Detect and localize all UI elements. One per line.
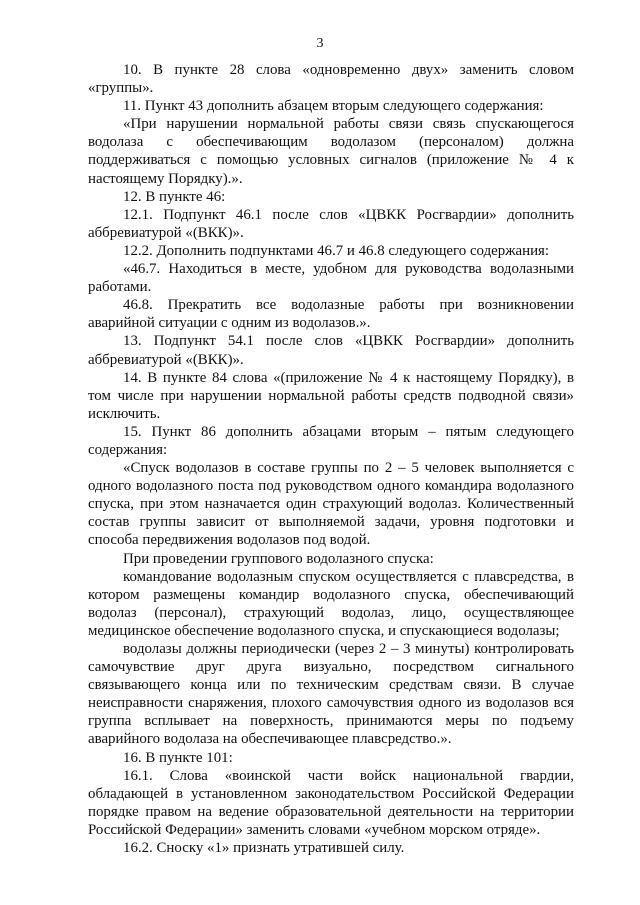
paragraph: 16. В пункте 101:	[123, 749, 233, 766]
paragraph: 10. В пункте 28 слова «одновременно двух» заменить словом «группы».	[88, 62, 574, 97]
paragraph: «Спуск водолазов в составе группы по 2 – 5 человек выполняется с одного водолазного поста под руководством одного командира водолазного спуска, при этом назначается один страхующий водолаз. Количественный состав группы зависит от выполняемой задачи, уровня подготовки и способа передвижения водолазов под водой.	[88, 460, 574, 549]
paragraph: 11. Пункт 43 дополнить абзацем вторым следующего содержания:	[123, 98, 544, 115]
paragraph: 16.1. Слова «воинской части войск национальной гвардии, обладающей в установленном законодательством Российской Федерации порядке правом на ведение образовательной деятельности на территории Российской Федерации» заменить словами «учебном морском отряде».	[88, 767, 574, 838]
paragraph: 12.1. Подпункт 46.1 после слов «ЦВКК Росгвардии» дополнить аббревиатурой «(ВКК)».	[88, 206, 574, 241]
document-body	[88, 61, 574, 857]
paragraph: 46.8. Прекратить все водолазные работы при возникновении аварийной ситуации с одним из водолазов.».	[88, 297, 574, 332]
page-number: 3	[316, 36, 324, 51]
paragraph: «46.7. Находиться в месте, удобном для руководства водолазными работами.	[88, 261, 574, 296]
paragraph: 13. Подпункт 54.1 после слов «ЦВКК Росгвардии» дополнить аббревиатурой «(ВКК)».	[88, 333, 574, 368]
paragraph: 12. В пункте 46:	[123, 188, 226, 205]
paragraph: 15. Пункт 86 дополнить абзацами вторым – пятым следующего содержания:	[88, 423, 574, 458]
paragraph: «При нарушении нормальной работы связи связь спускающегося водолаза с обеспечивающим водолазом (персоналом) должна поддерживаться с помощью условных сигналов (приложение № 4 к настоящему Порядку).».	[88, 116, 574, 187]
paragraph: При проведении группового водолазного спуска:	[123, 550, 434, 567]
paragraph: 14. В пункте 84 слова «(приложение № 4 к настоящему Порядку), в том числе при нарушении нормальной работы средств подводной связи» исключить.	[88, 369, 574, 422]
paragraph: водолазы должны периодически (через 2 – 3 минуты) контролировать самочувствие друг друга визуально, посредством сигнального связывающего конца или по техническим средствам связи. В случае неисправности снаряжения, плохого самочувствия одного из водолазов вся группа всплывает на поверхность, принимаются меры по подъему аварийного водолаза на обеспечивающее плавсредство.».	[88, 641, 574, 748]
paragraph: командование водолазным спуском осуществляется с плавсредства, в котором размещены командир водолазного спуска, обеспечивающий водолаз (персонал), страхующий водолаз, лицо, осуществляющее медицинское обеспечение водолазного спуска, и спускающиеся водолазы;	[88, 568, 574, 639]
paragraph: 12.2. Дополнить подпунктами 46.7 и 46.8 следующего содержания:	[123, 242, 550, 259]
paragraph: 16.2. Сноску «1» признать утратившей силу.	[123, 840, 405, 857]
